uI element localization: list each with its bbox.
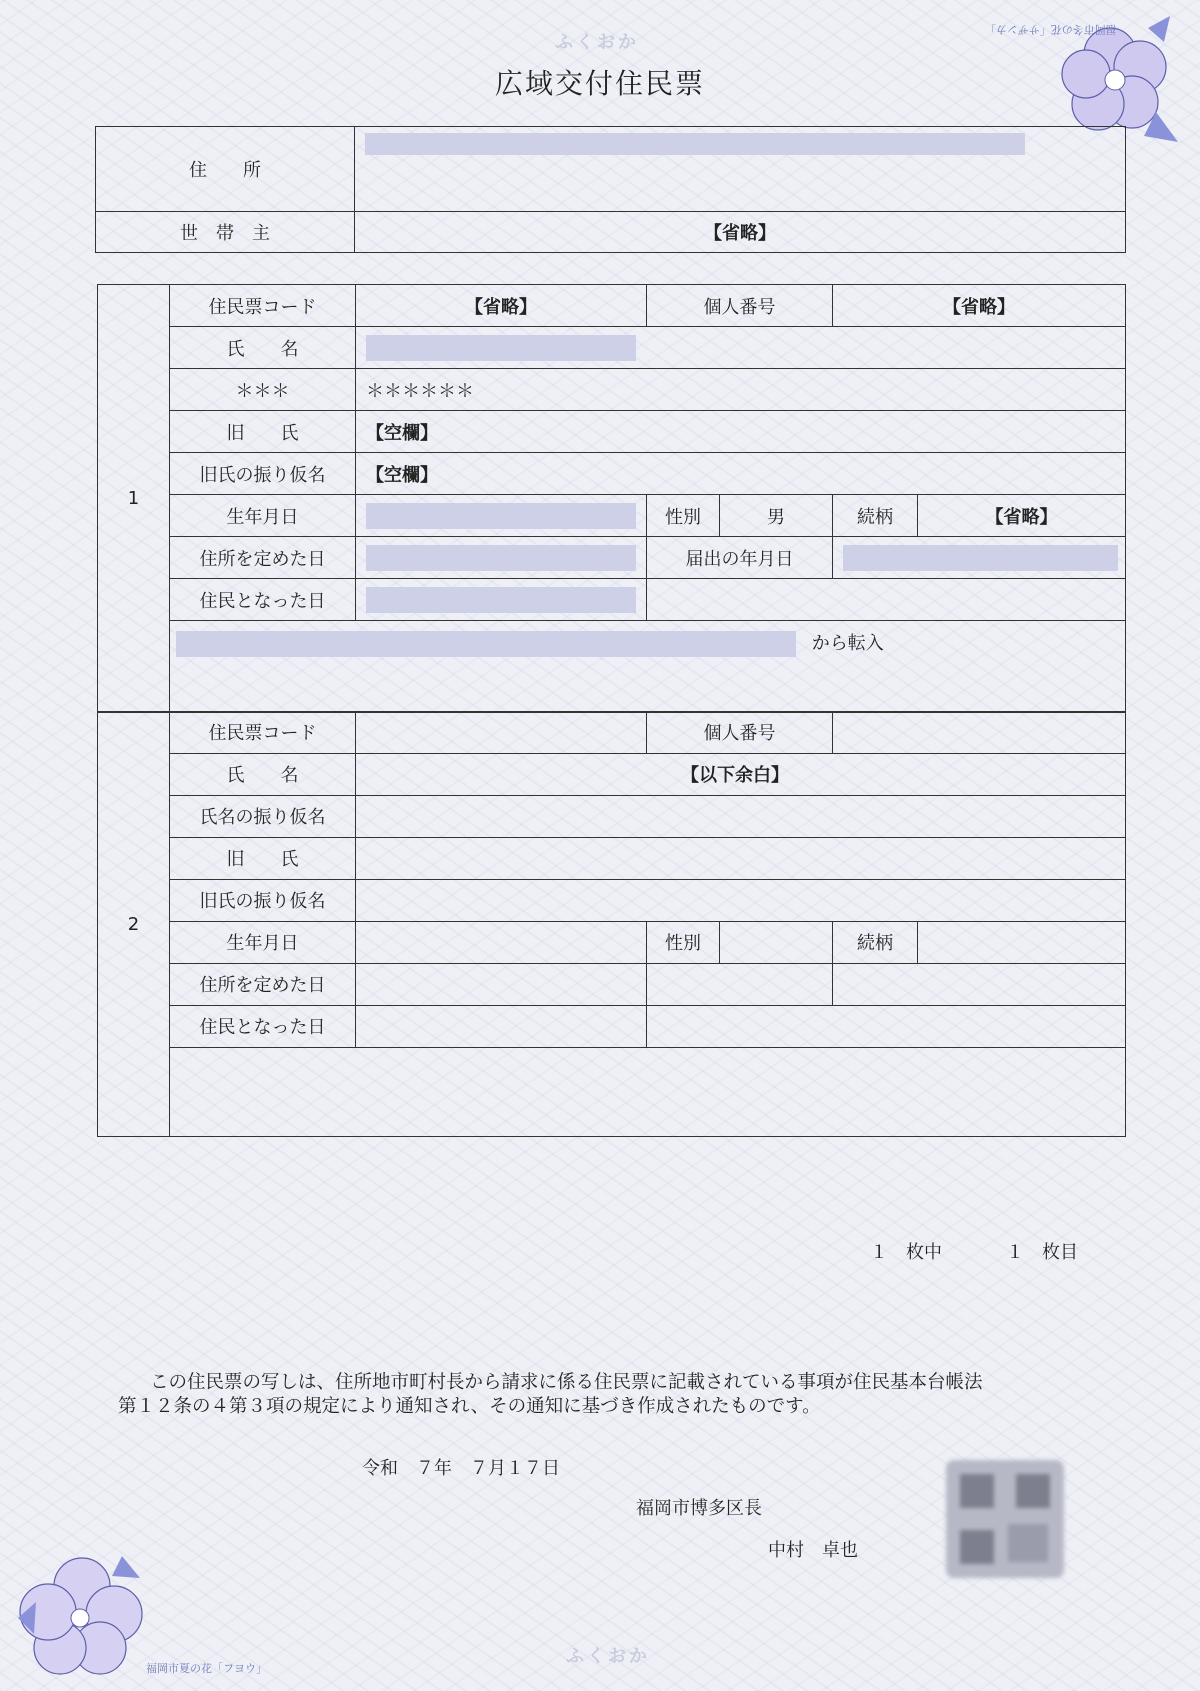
address-label: 住 所 bbox=[96, 127, 355, 212]
address-value bbox=[355, 127, 1126, 212]
p1-notify-value bbox=[833, 537, 1126, 579]
p2-relation-label: 続柄 bbox=[833, 921, 918, 963]
summer-flower-caption: 福岡市夏の花「フヨウ」 bbox=[146, 1662, 267, 1675]
p1-sex-value: 男 bbox=[720, 495, 833, 537]
p2-address-date-label: 住所を定めた日 bbox=[170, 963, 356, 1005]
p2-birth-value bbox=[356, 921, 647, 963]
p1-notify-redaction bbox=[843, 545, 1118, 571]
p2-address-date-value bbox=[356, 963, 647, 1005]
p1-relation-label: 続柄 bbox=[833, 495, 918, 537]
bottom-logo: ふくおか bbox=[566, 1646, 650, 1667]
certification-line-2: 第１２条の４第３項の規定により通知され、その通知に基づき作成されたものです。 bbox=[118, 1396, 821, 1417]
p2-notify-label-blank bbox=[647, 963, 833, 1005]
p1-birth-redaction bbox=[366, 503, 636, 529]
person-2-index: 2 bbox=[98, 712, 170, 1137]
p1-oldname-label: 旧 氏 bbox=[170, 411, 356, 453]
p1-code-value: 【省略】 bbox=[356, 285, 647, 327]
p2-resident-blank bbox=[647, 1005, 1126, 1047]
p2-oldname-value bbox=[356, 837, 1126, 879]
p1-relation-value: 【省略】 bbox=[918, 495, 1126, 537]
p2-name-label: 氏 名 bbox=[170, 753, 356, 795]
official-seal-stamp bbox=[946, 1460, 1064, 1578]
p1-resident-label: 住民となった日 bbox=[170, 579, 356, 621]
p2-blank-note: 【以下余白】 bbox=[356, 753, 1126, 795]
p1-move-in-row bbox=[170, 621, 1126, 713]
p2-kana-value bbox=[356, 795, 1126, 837]
issue-date: 令和 ７年 ７月１７日 bbox=[362, 1458, 560, 1479]
p1-name-value bbox=[356, 327, 1126, 369]
document-title: 広域交付住民票 bbox=[494, 67, 705, 100]
p2-oldkana-label: 旧氏の振り仮名 bbox=[170, 879, 356, 921]
p1-oldkana-value: 【空欄】 bbox=[356, 453, 1126, 495]
certification-line-1: この住民票の写しは、住所地市町村長から請求に係る住民票に記載されている事項が住民基本台帳法 bbox=[150, 1372, 983, 1393]
p1-mynumber-label: 個人番号 bbox=[647, 285, 833, 327]
p1-masked-label: ＊＊＊ bbox=[170, 369, 356, 411]
p1-resident-value bbox=[356, 579, 647, 621]
p2-sex-label: 性別 bbox=[647, 921, 720, 963]
householder-label: 世 帯 主 bbox=[96, 212, 355, 253]
p2-sex-value bbox=[720, 921, 833, 963]
p2-code-label: 住民票コード bbox=[170, 712, 356, 754]
p2-resident-value bbox=[356, 1005, 647, 1047]
p1-oldname-value: 【空欄】 bbox=[356, 411, 1126, 453]
p1-oldkana-label: 旧氏の振り仮名 bbox=[170, 453, 356, 495]
p1-sex-label: 性別 bbox=[647, 495, 720, 537]
p1-notify-label: 届出の年月日 bbox=[647, 537, 833, 579]
p1-code-label: 住民票コード bbox=[170, 285, 356, 327]
issuing-official: 中村 卓也 bbox=[768, 1540, 858, 1561]
p1-address-date-redaction bbox=[366, 545, 636, 571]
householder-value: 【省略】 bbox=[355, 212, 1126, 253]
p2-oldkana-value bbox=[356, 879, 1126, 921]
p2-resident-label: 住民となった日 bbox=[170, 1005, 356, 1047]
household-table bbox=[95, 126, 1126, 253]
p1-mynumber-value: 【省略】 bbox=[833, 285, 1126, 327]
p1-resident-redaction bbox=[366, 587, 636, 613]
p1-resident-blank bbox=[647, 579, 1126, 621]
address-redaction bbox=[365, 133, 1025, 155]
p1-name-redaction bbox=[366, 335, 636, 361]
hibiscus-flower-icon bbox=[12, 1548, 147, 1678]
p2-relation-value bbox=[918, 921, 1126, 963]
page-current: １ 枚目 bbox=[1006, 1242, 1078, 1263]
p1-masked-value: ＊＊＊＊＊＊ bbox=[356, 369, 1126, 411]
p1-address-date-value bbox=[356, 537, 647, 579]
p2-mynumber-value bbox=[833, 712, 1126, 754]
p2-mynumber-label: 個人番号 bbox=[647, 712, 833, 754]
person-2-table bbox=[97, 711, 1126, 1137]
p1-name-label: 氏 名 bbox=[170, 327, 356, 369]
winter-flower-caption: 福岡市冬の花「サザンカ」 bbox=[985, 23, 1117, 36]
person-1-table bbox=[97, 284, 1126, 713]
p2-birth-label: 生年月日 bbox=[170, 921, 356, 963]
p2-kana-label: 氏名の振り仮名 bbox=[170, 795, 356, 837]
p1-birth-label: 生年月日 bbox=[170, 495, 356, 537]
top-logo: ふくおか bbox=[555, 32, 639, 53]
p1-address-date-label: 住所を定めた日 bbox=[170, 537, 356, 579]
issuing-office: 福岡市博多区長 bbox=[636, 1498, 762, 1519]
p2-oldname-label: 旧 氏 bbox=[170, 837, 356, 879]
p1-move-in-suffix: から転入 bbox=[811, 633, 884, 655]
p1-move-in-redaction bbox=[176, 631, 796, 657]
p2-move-in-row bbox=[170, 1047, 1126, 1136]
person-1-index: 1 bbox=[98, 285, 170, 713]
p2-notify-value-blank bbox=[833, 963, 1126, 1005]
p1-birth-value bbox=[356, 495, 647, 537]
page-total: １ 枚中 bbox=[870, 1242, 942, 1263]
p2-code-value bbox=[356, 712, 647, 754]
